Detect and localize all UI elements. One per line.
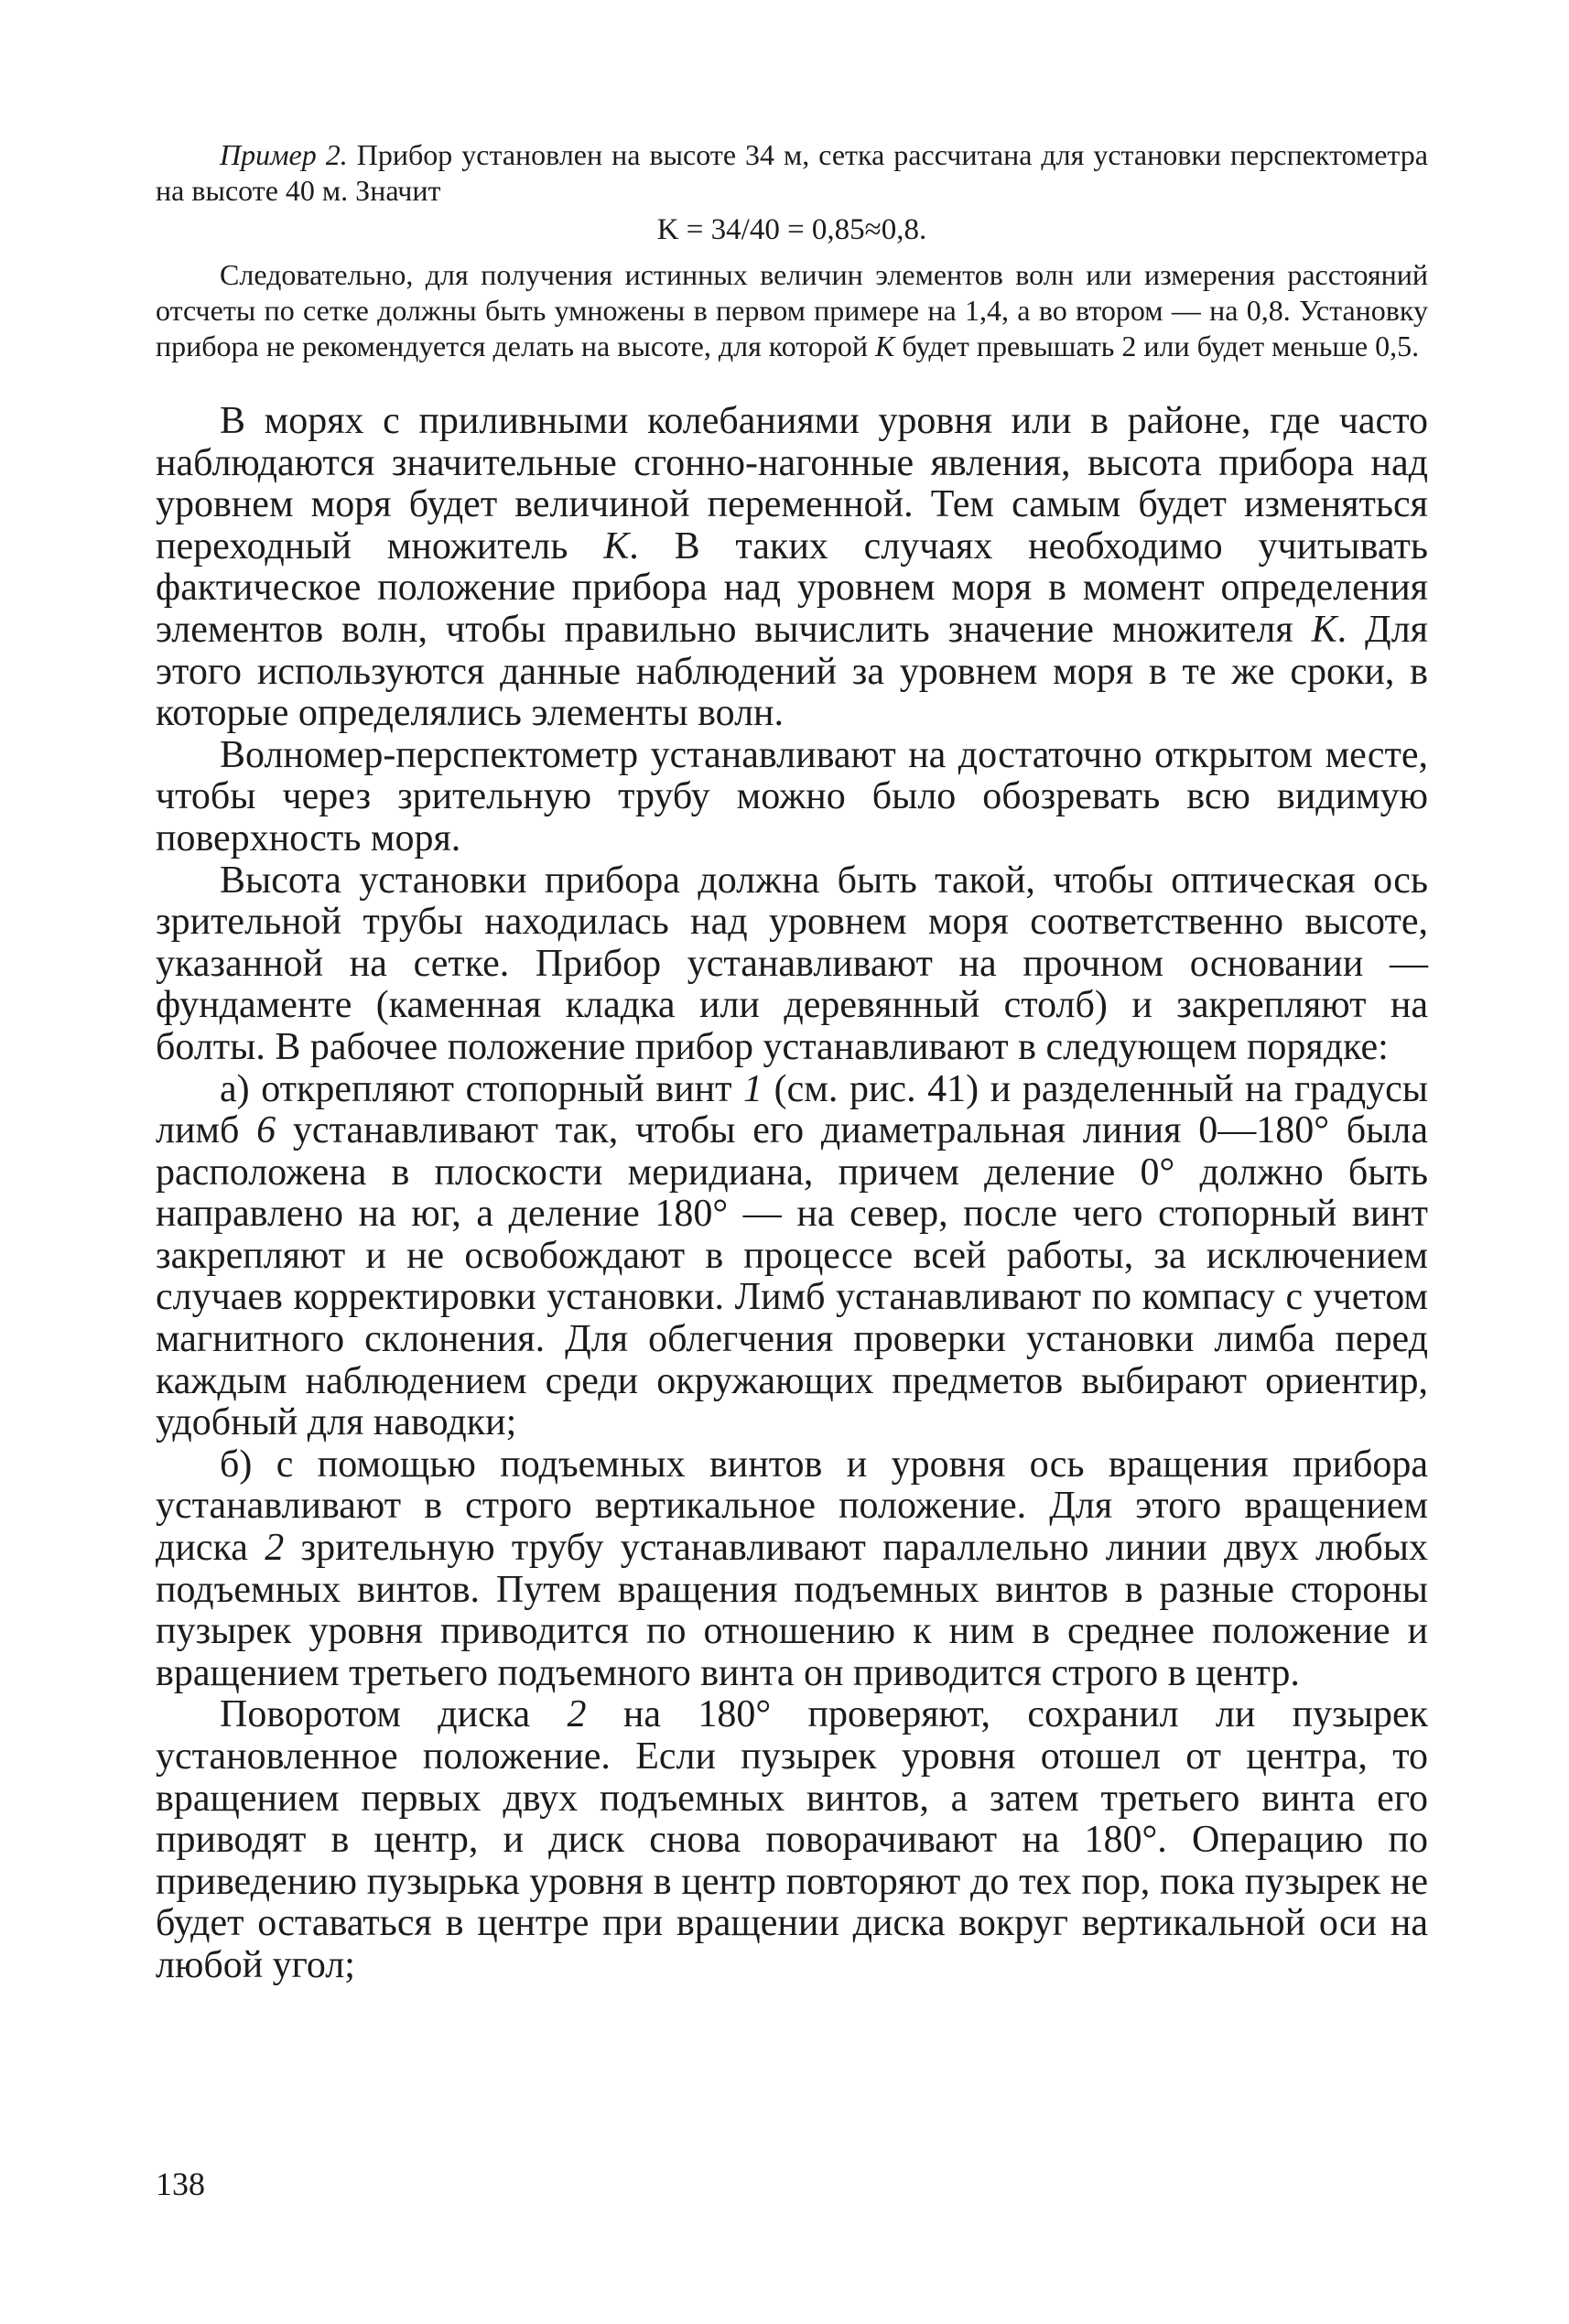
paragraph-height: Высота установки прибора должна быть такой, чтобы оптическая ось зрительной трубы находилась над уровнем моря соответственно высоте, указанной на сетке. Прибор устанавливают на прочном основании — фундаменте (каменная кладка или деревянный столб) и закрепляют на болты. В рабочее положение прибор устанавливают в следующем порядке: [156, 859, 1428, 1068]
conclusion-text-1: Следовательно, для получения истинных величин элементов волн или измерения расстояний отсчеты по сетке должны быть умножены в первом примере на 1,4, а во втором — на 0,8. Установку прибора не рекомендуется делать на высоте, для которой [156, 258, 1428, 362]
pa-text-3: устанавливают так, чтобы его диаметральная линия 0—180° была расположена в плоскости меридиана, причем деление 0° должно быть направлено на юг, а деление 180° — на север, после чего стопорный винт закрепляют и не освобождают в процессе всей работы, за исключением случаев корректировки установки. Лимб устанавливают по компасу с учетом магнитного склонения. Для облегчения проверки установки лимба перед каждым наблюдением среди окружающих предметов выбирают ориентир, удобный для наводки; [156, 1109, 1428, 1444]
formula: K = 34/40 = 0,85≈0,8. [656, 213, 927, 246]
p1-text-a: В морях с приливными колебаниями уровня или в районе, где часто наблюдаются значительные сгонно-нагонные явления, высота прибора над уровнем моря будет величиной переменной. Тем самым будет изменяться переходный множитель [156, 400, 1428, 567]
p1-k2: K [1311, 608, 1337, 651]
conclusion-k: K [874, 330, 895, 362]
example-paragraph [156, 137, 1428, 209]
pb-text-1: б) с помощью подъемных винтов и уровня ось вращения прибора устанавливают в строго вертикальное положение. Для этого вращением диска [156, 1443, 1428, 1570]
p1-text-c: . Для этого используются данные наблюдений за уровнем моря в те же сроки, в которые определялись элементы волн. [156, 608, 1428, 735]
paragraph-location: Волномер-перспектометр устанавливают на достаточно открытом месте, чтобы через зрительную трубу можно было обозревать всю видимую поверхность моря. [156, 733, 1428, 859]
page-content [156, 137, 1428, 1987]
main-text [156, 401, 1428, 1987]
paragraph-tides [156, 401, 1428, 735]
p4-num-2: 2 [567, 1693, 587, 1736]
example-conclusion [156, 257, 1428, 364]
pa-text-1: а) открепляют стопорный винт [220, 1067, 744, 1110]
example-text: Прибор установлен на высоте 34 м, сетка рассчитана для установки перспектометра на высоте 40 м. Значит [156, 138, 1429, 207]
conclusion-text-2: будет превышать 2 или будет меньше 0,5. [894, 330, 1420, 362]
pa-text-2: (см. рис. 41) и разделенный на градусы лимб [156, 1067, 1428, 1152]
paragraph-step-a [156, 1069, 1428, 1444]
paragraph-rotation [156, 1694, 1428, 1986]
example-label: Пример 2. [220, 138, 348, 171]
page-number: 138 [156, 2166, 205, 2202]
example-block [156, 137, 1428, 364]
p4-text-1: Поворотом диска [220, 1693, 568, 1736]
pa-num-1: 1 [743, 1067, 763, 1110]
paragraph-step-b [156, 1444, 1428, 1695]
p1-k1: K [603, 524, 630, 567]
pb-num-2: 2 [265, 1527, 285, 1570]
p1-text-b: . В таких случаях необходимо учитывать фактическое положение прибора над уровнем моря в момент определения элементов волн, чтобы правильно вычислить значение множителя [156, 524, 1428, 651]
pa-num-6: 6 [256, 1109, 276, 1152]
p4-text-2: на 180° проверяют, сохранил ли пузырек установленное положение. Если пузырек уровня отошел от центра, то вращением первых двух подъемных винтов, а затем третьего винта его приводят в центр, и диск снова поворачивают на 180°. Операцию по приведению пузырька уровня в центр повторяют до тех пор, пока пузырек не будет оставаться в центре при вращении диска вокруг вертикальной оси на любой угол; [156, 1693, 1428, 1986]
pb-text-2: зрительную трубу устанавливают параллельно линии двух любых подъемных винтов. Путем вращения подъемных винтов в разные стороны пузырек уровня приводится по отношению к ним в среднее положение и вращением третьего подъемного винта он приводится строго в центр. [156, 1527, 1428, 1694]
